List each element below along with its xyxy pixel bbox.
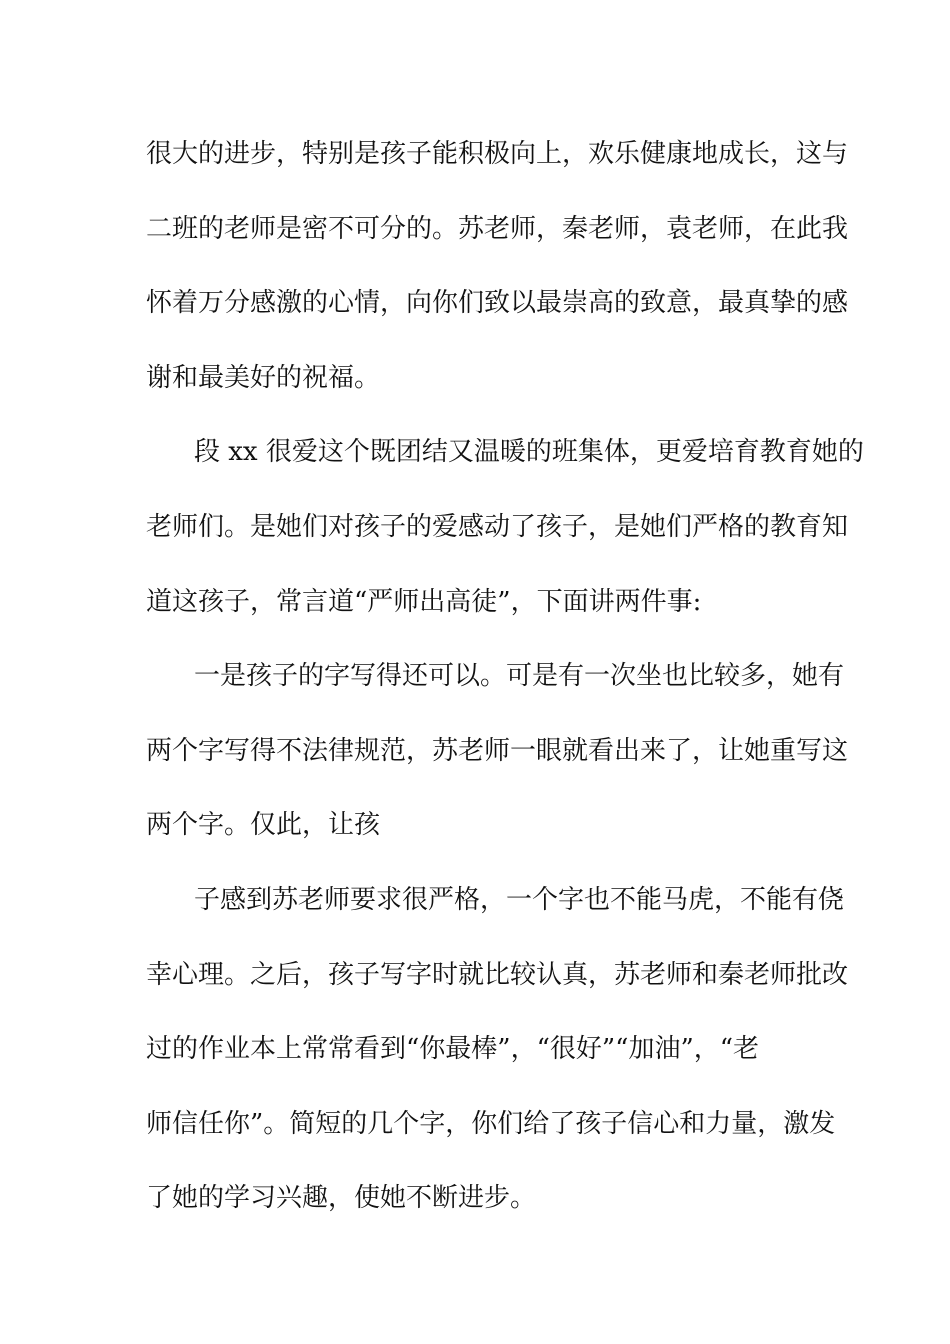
paragraph-4-line-4: 师信任你”。简短的几个字，你们给了孩子信心和力量，激发 [146, 1109, 836, 1139]
paragraph-4-line-5: 了她的学习兴趣，使她不断进步。 [146, 1183, 537, 1213]
paragraph-3-line-3: 两个字。仅此，让孩 [146, 810, 381, 840]
paragraph-3-line-2: 两个字写得不法律规范，苏老师一眼就看出来了，让她重写这 [146, 736, 849, 766]
paragraph-2-line-3: 道这孩子，常言道“严师出高徒”，下面讲两件事: [146, 587, 702, 617]
paragraph-2-line-2: 老师们。是她们对孩子的爱感动了孩子，是她们严格的教育知 [146, 512, 849, 542]
paragraph-3-line-1: 一是孩子的字写得还可以。可是有一次坐也比较多，她有 [194, 661, 845, 691]
paragraph-4-line-3: 过的作业本上常常看到“你最棒”，“很好”“加油”，“老 [146, 1034, 760, 1064]
paragraph-4-line-2: 幸心理。之后，孩子写字时就比较认真，苏老师和秦老师批改 [146, 960, 849, 990]
paragraph-1-line-4: 谢和最美好的祝福。 [146, 363, 381, 393]
paragraph-1-line-3: 怀着万分感激的心情，向你们致以最崇高的致意，最真挚的感 [146, 288, 849, 318]
paragraph-2-line-1: 段 xx 很爱这个既团结又温暖的班集体，更爱培育教育她的 [194, 437, 864, 467]
paragraph-4-line-1: 子感到苏老师要求很严格，一个字也不能马虎，不能有侥 [194, 885, 845, 915]
paragraph-1-line-1: 很大的进步，特别是孩子能积极向上，欢乐健康地成长，这与 [146, 139, 849, 169]
paragraph-1-line-2: 二班的老师是密不可分的。苏老师，秦老师，袁老师，在此我 [146, 214, 849, 244]
